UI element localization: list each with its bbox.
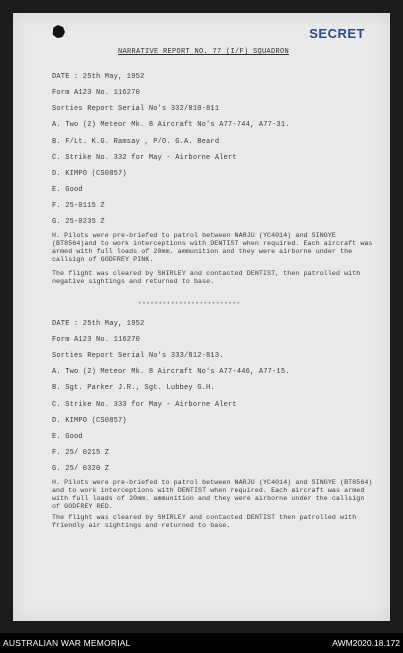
sortie-1-takeoff: F. 25-0115 Z xyxy=(52,202,105,210)
footer-bar xyxy=(0,633,403,653)
sortie-1-serial: Sorties Report Serial No's 332/810-811 xyxy=(52,105,220,113)
section-divider: ************************* xyxy=(138,301,241,308)
sortie-1-base: D. KIMPO (CS0857) xyxy=(52,170,127,178)
footer-institution: AUSTRALIAN WAR MEMORIAL xyxy=(3,638,131,648)
sortie-2-date: DATE : 25th May, 1952 xyxy=(52,320,145,328)
sortie-1-form: Form A123 No. 116270 xyxy=(52,89,141,97)
sortie-2-base: D. KIMPO (CS0857) xyxy=(52,417,127,425)
sortie-1-weather: E. Good xyxy=(52,186,83,194)
sortie-1-date: DATE : 25th May, 1952 xyxy=(52,73,145,81)
sortie-2-strike: C. Strike No. 333 for May - Airborne Alert xyxy=(52,401,237,409)
sortie-2-form: Form A123 No. 116270 xyxy=(52,336,141,344)
report-title: NARRATIVE REPORT NO. 77 (I/F) SQUADRON xyxy=(118,48,290,56)
sortie-2-aircraft: A. Two (2) Meteor Mk. 8 Aircraft No's A77-446, A77-15. xyxy=(52,368,290,376)
sortie-2-narrative: H. Pilots were pre-briefed to patrol between NARJU (YC4014) and SINGYE (BT8564) and to work interceptions with DENTIST when required. Each aircraft was armed with full loads of 20mm. ammunition and they were airborne under the callsign of GODFREY RED. xyxy=(52,479,373,510)
footer-accession-number: AWM2020.18.172 xyxy=(332,638,400,648)
sortie-1-landing: G. 25-0235 Z xyxy=(52,218,105,226)
sortie-1-aircraft: A. Two (2) Meteor Mk. 8 Aircraft No's A77-744, A77-31. xyxy=(52,121,290,129)
sortie-2-narrative-2: The flight was cleared by SHIRLEY and contacted DENTIST then patrolled with friendly air sightings and returned to base. xyxy=(52,514,357,529)
sortie-1-pilots: B. F/Lt. K.G. Ramsay , P/O. G.A. Beard xyxy=(52,138,220,146)
sortie-2-pilots: B. Sgt. Parker J.R., Sgt. Lubbey G.H. xyxy=(52,384,215,392)
sortie-2-takeoff: F. 25/ 0215 Z xyxy=(52,449,110,457)
sortie-2-weather: E. Good xyxy=(52,433,83,441)
sortie-1-strike: C. Strike No. 332 for May - Airborne Alert xyxy=(52,154,237,162)
sortie-2-landing: G. 25/ 0320 Z xyxy=(52,465,110,473)
secret-stamp: SECRET xyxy=(309,26,365,41)
sortie-1-narrative: H. Pilots were pre-briefed to patrol between NARJU (YC4014) and SINGYE (BT8564)and to work interceptions with DENTIST when required. Each aircraft was armed with full loads of 20mm. ammunition and they were airborne under the callsign of GODFREY PINK. xyxy=(52,232,373,263)
sortie-1-narrative-2: The flight was cleared by SHIRLEY and contacted DENTIST, then patrolled with negative sightings and returned to base. xyxy=(52,270,361,285)
sortie-2-serial: Sorties Report Serial No's 333/812-813. xyxy=(52,352,224,360)
